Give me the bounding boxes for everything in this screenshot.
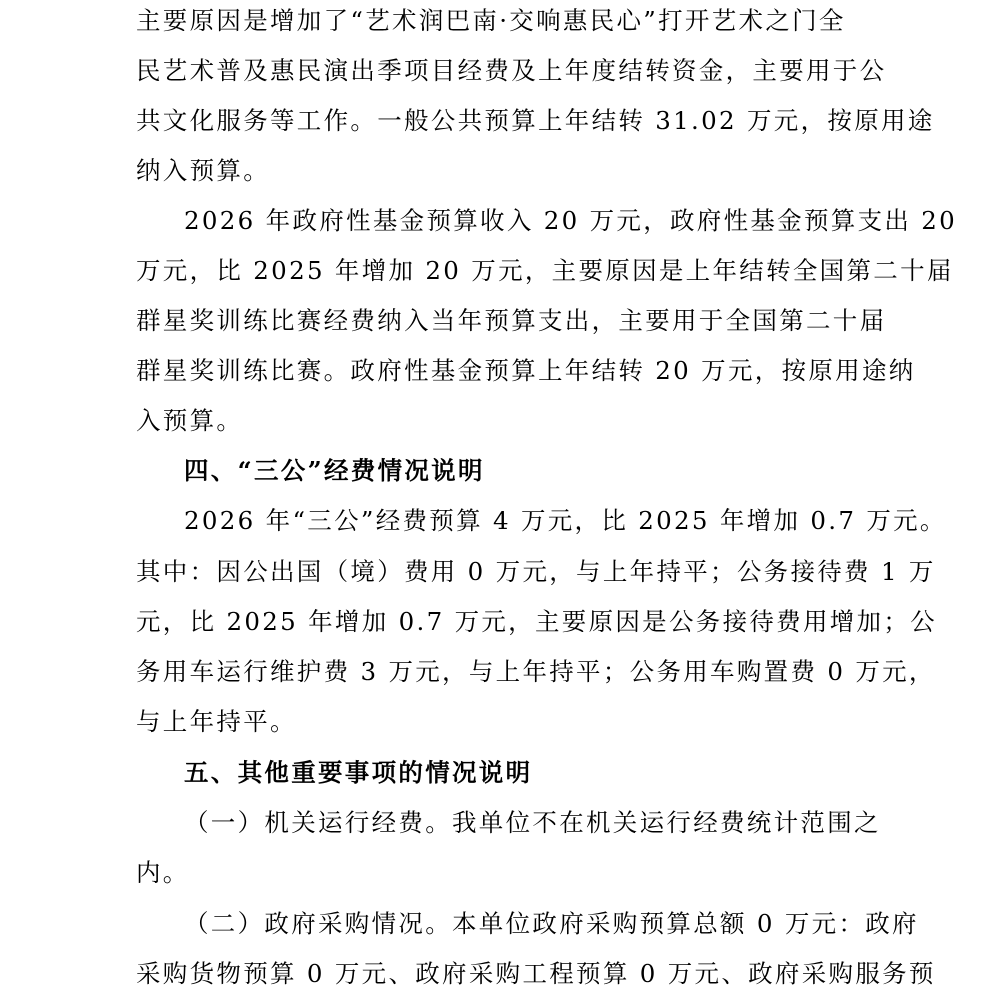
text-line: 元，比 2025 年增加 0.7 万元，主要原因是公务接待费用增加；公 <box>136 607 937 636</box>
text-line: 入预算。 <box>136 406 244 435</box>
text-line: 与上年持平。 <box>136 707 297 736</box>
text-line: 群星奖训练比赛经费纳入当年预算支出，主要用于全国第二十届 <box>136 306 887 335</box>
text-line: 民艺术普及惠民演出季项目经费及上年度结转资金，主要用于公 <box>136 56 887 85</box>
text-line: 主要原因是增加了“艺术润巴南·交响惠民心”打开艺术之门全 <box>136 6 846 35</box>
text-line: 务用车运行维护费 3 万元，与上年持平；公务用车购置费 0 万元， <box>136 657 936 686</box>
text-line: 2026 年政府性基金预算收入 20 万元，政府性基金预算支出 20 <box>184 206 958 235</box>
text-line: 万元，比 2025 年增加 20 万元，主要原因是上年结转全国第二十届 <box>136 256 954 285</box>
section-heading-other-matters: 五、其他重要事项的情况说明 <box>184 758 533 787</box>
text-line: 内。 <box>136 858 190 887</box>
text-line: 共文化服务等工作。一般公共预算上年结转 31.02 万元，按原用途 <box>136 106 935 135</box>
section-heading-three-public-expenses: 四、“三公”经费情况说明 <box>184 456 485 485</box>
text-line: 群星奖训练比赛。政府性基金预算上年结转 20 万元，按原用途纳 <box>136 356 916 385</box>
text-line: 2026 年“三公”经费预算 4 万元，比 2025 年增加 0.7 万元。 <box>184 506 947 535</box>
text-line: （二）政府采购情况。本单位政府采购预算总额 0 万元：政府 <box>184 909 919 938</box>
text-line: 采购货物预算 0 万元、政府采购工程预算 0 万元、政府采购服务预 <box>136 959 936 988</box>
text-line: （一）机关运行经费。我单位不在机关运行经费统计范围之 <box>184 808 881 837</box>
text-line: 其中：因公出国（境）费用 0 万元，与上年持平；公务接待费 1 万 <box>136 557 936 586</box>
text-line: 纳入预算。 <box>136 156 270 185</box>
